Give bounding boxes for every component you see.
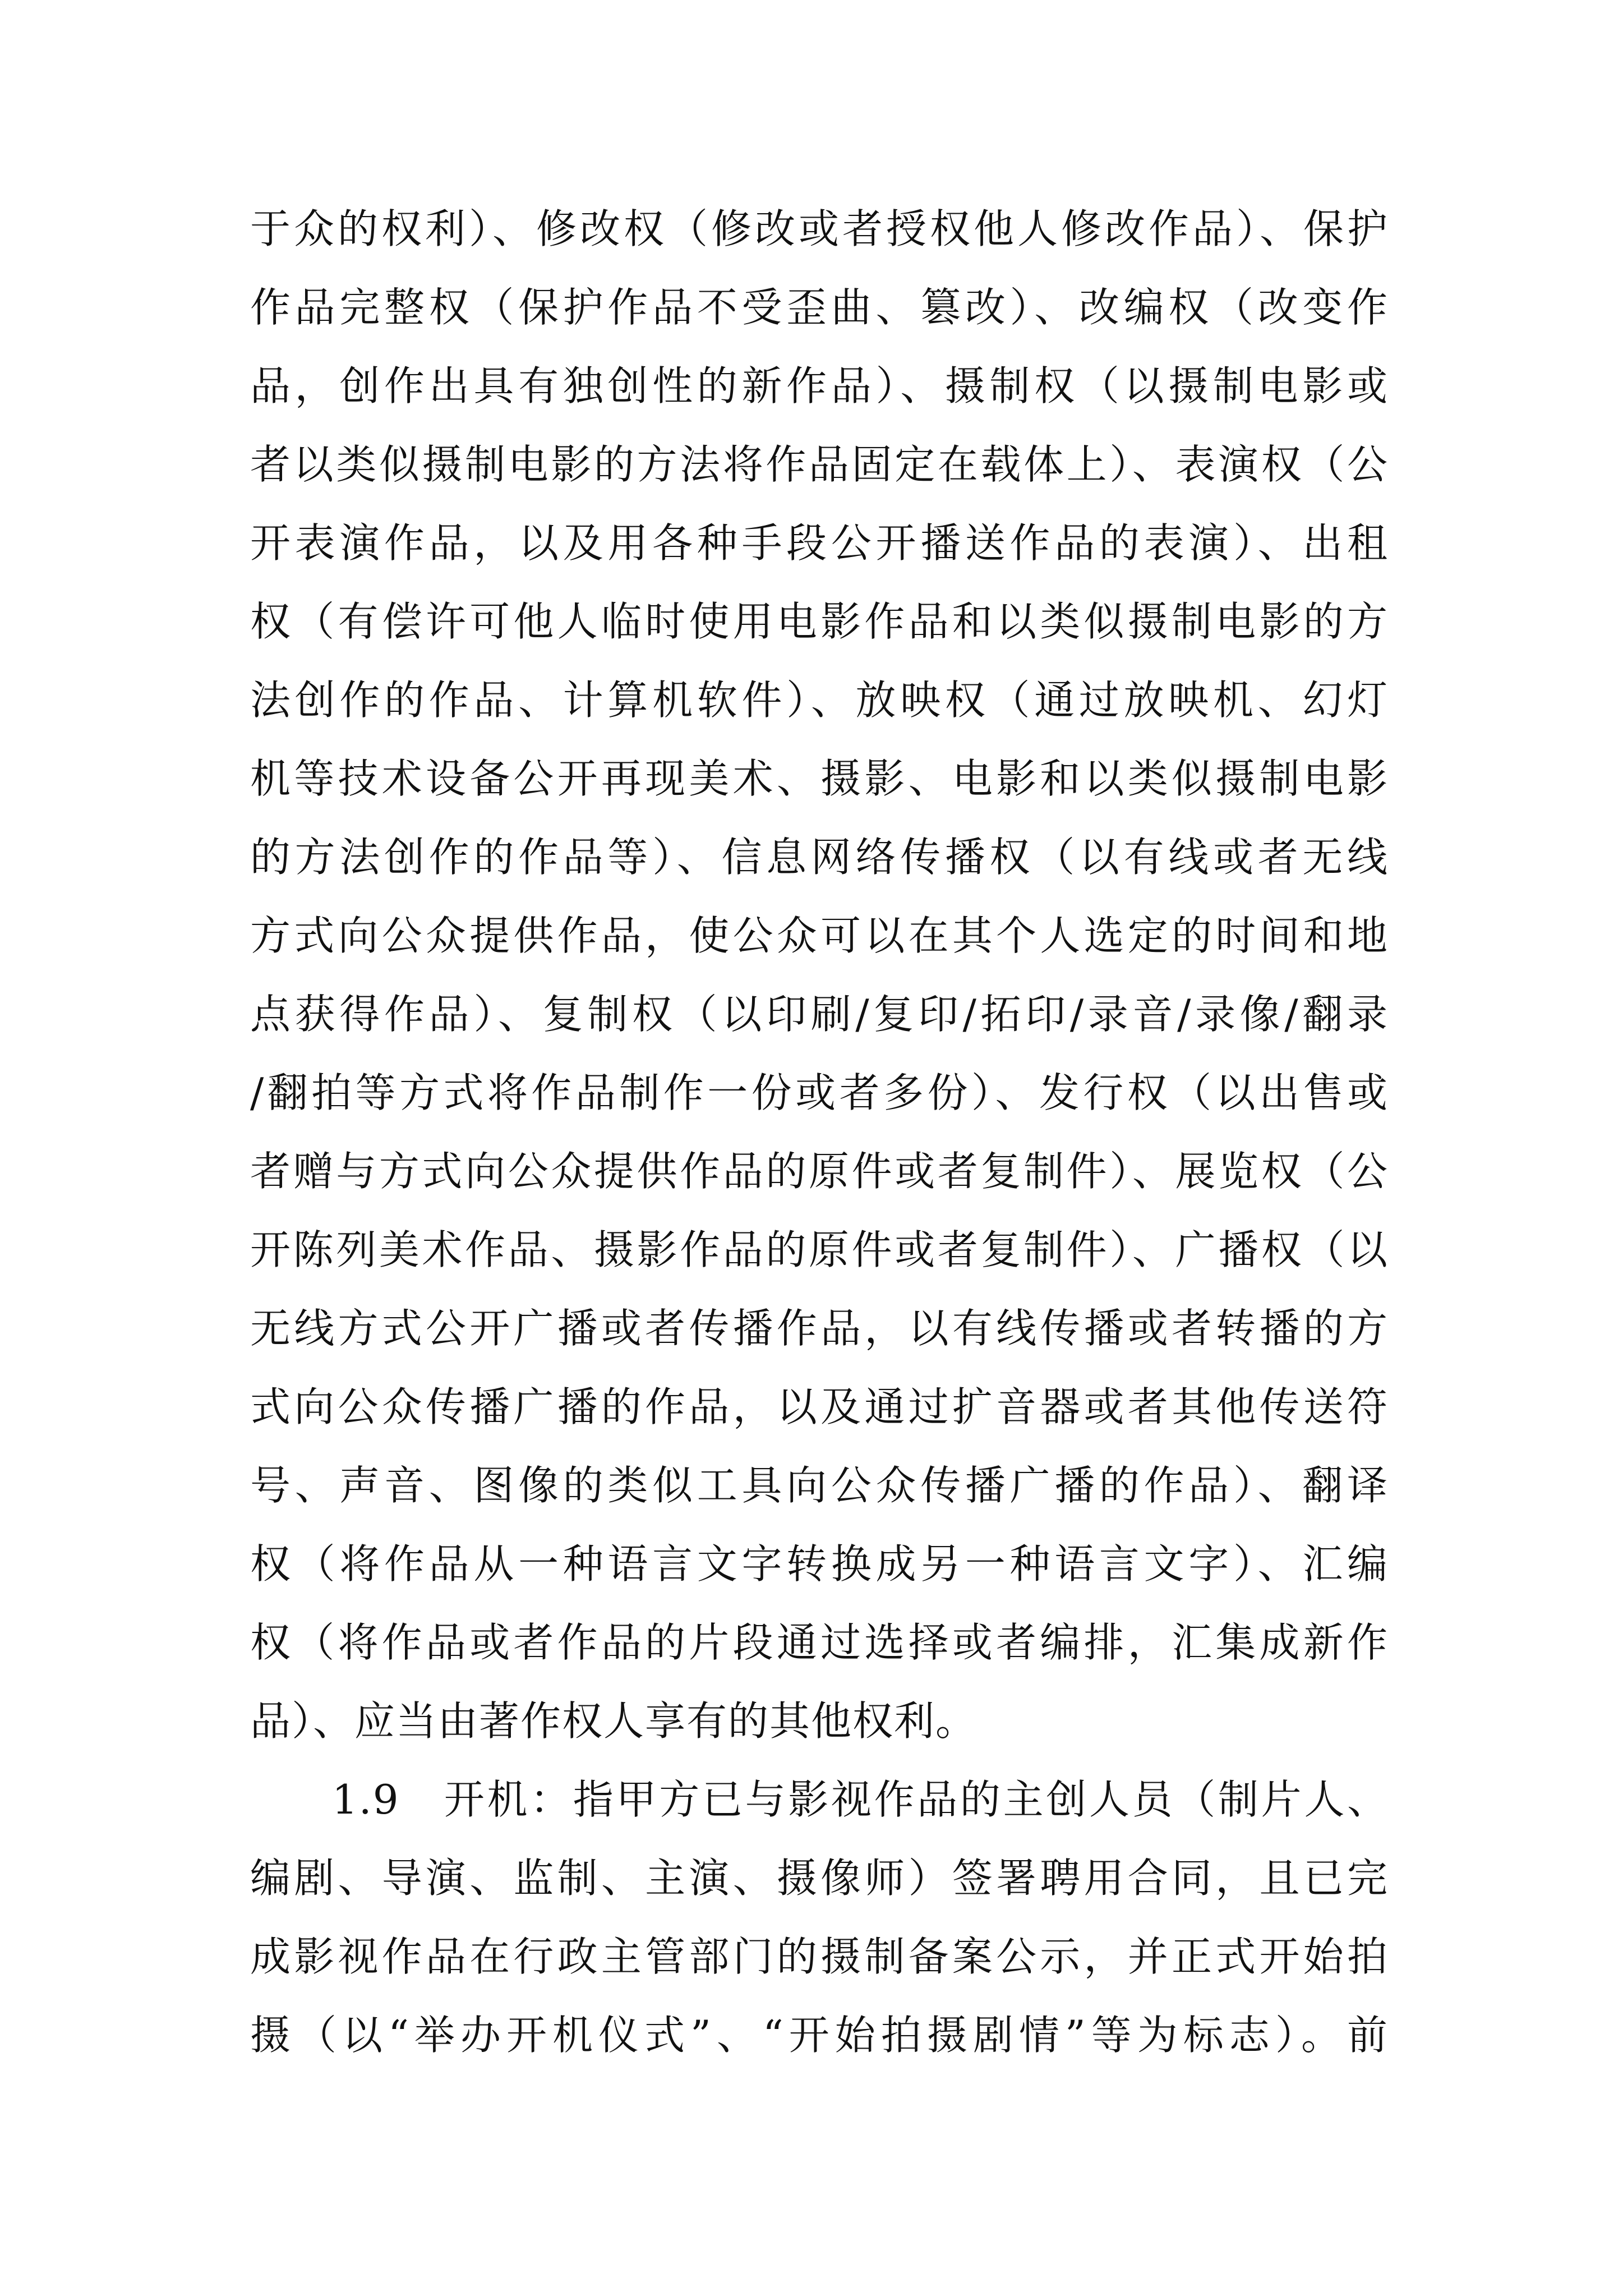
text-line: 权（将作品或者作品的片段通过选择或者编排，汇集成新作 — [250, 1619, 1389, 1666]
text-line: 品，创作出具有独创性的新作品）、摄制权（以摄制电影或 — [250, 362, 1389, 409]
text-line: 开表演作品，以及用各种手段公开播送作品的表演）、出租 — [250, 519, 1389, 567]
text-line: 品）、应当由著作权人享有的其他权利。 — [250, 1697, 978, 1745]
text-line: 式向公众传播广播的作品，以及通过扩音器或者其他传送符 — [250, 1383, 1389, 1430]
section-heading-line: 1.9 开机：指甲方已与影视作品的主创人员（制片人、 — [332, 1776, 1389, 1823]
text-line: 权（有偿许可他人临时使用电影作品和以类似摄制电影的方 — [250, 598, 1389, 645]
text-line: 号、声音、图像的类似工具向公众传播广播的作品）、翻译 — [250, 1462, 1389, 1509]
text-line: 编剧、导演、监制、主演、摄像师）签署聘用合同，且已完 — [250, 1855, 1389, 1902]
body-text — [250, 190, 1389, 2074]
text-line: 法创作的作品、计算机软件）、放映权（通过放映机、幻灯 — [250, 677, 1389, 724]
text-line: 的方法创作的作品等）、信息网络传播权（以有线或者无线 — [250, 834, 1389, 881]
text-line: 开陈列美术作品、摄影作品的原件或者复制件）、广播权（以 — [250, 1226, 1389, 1273]
text-line: 成影视作品在行政主管部门的摄制备案公示，并正式开始拍 — [250, 1933, 1389, 1980]
text-line: /翻拍等方式将作品制作一份或者多份）、发行权（以出售或 — [250, 1069, 1389, 1116]
text-line: 点获得作品）、复制权（以印刷/复印/拓印/录音/录像/翻录 — [250, 991, 1389, 1038]
text-line: 作品完整权（保护作品不受歪曲、篡改）、改编权（改变作 — [250, 284, 1389, 331]
text-line: 摄（以“举办开机仪式”、“开始拍摄剧情”等为标志）。前 — [250, 2012, 1389, 2059]
text-line: 方式向公众提供作品，使公众可以在其个人选定的时间和地 — [250, 912, 1389, 959]
text-line: 者以类似摄制电影的方法将作品固定在载体上）、表演权（公 — [250, 441, 1389, 488]
text-line: 者赠与方式向公众提供作品的原件或者复制件）、展览权（公 — [250, 1148, 1389, 1195]
text-line: 机等技术设备公开再现美术、摄影、电影和以类似摄制电影 — [250, 755, 1389, 802]
text-line: 权（将作品从一种语言文字转换成另一种语言文字）、汇编 — [250, 1540, 1389, 1588]
text-line: 于众的权利）、修改权（修改或者授权他人修改作品）、保护 — [250, 205, 1389, 252]
text-line: 无线方式公开广播或者传播作品，以有线传播或者转播的方 — [250, 1305, 1389, 1352]
